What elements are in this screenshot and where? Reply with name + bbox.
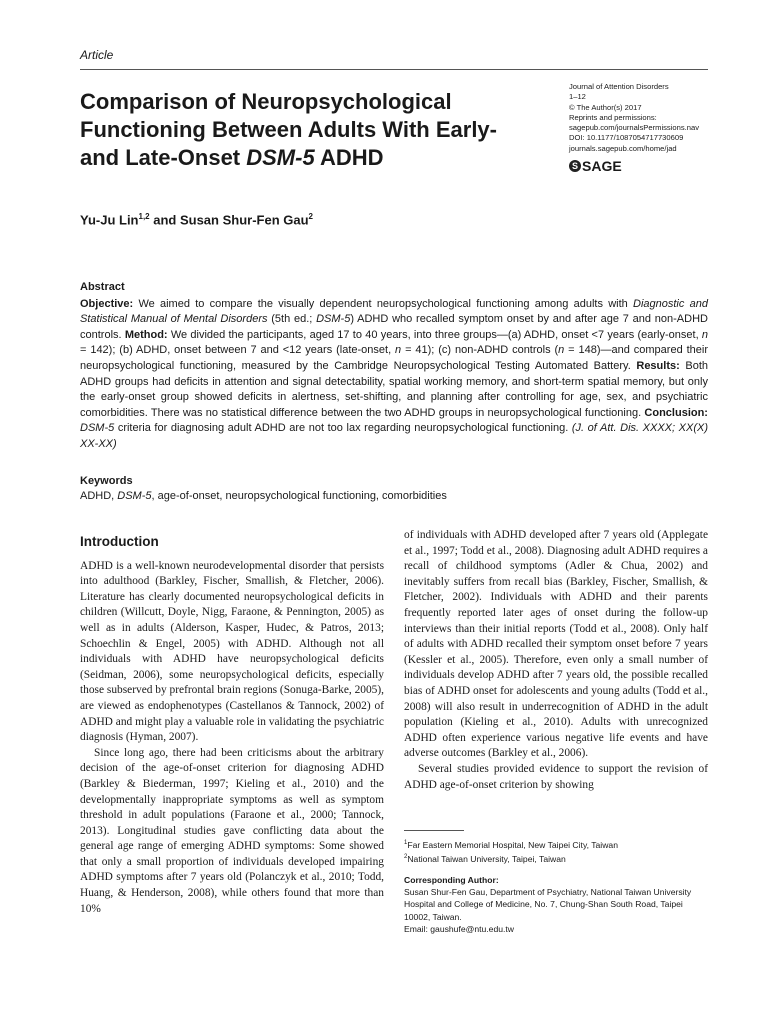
abstract-heading: Abstract: [80, 281, 125, 293]
author-name: Susan Shur-Fen Gau: [179, 212, 309, 228]
corresponding-author-heading: Corresponding Author:: [404, 874, 499, 885]
journal-doi[interactable]: DOI: 10.1177/1087054717730609: [569, 133, 684, 143]
journal-reprints: Reprints and permissions:: [569, 112, 657, 122]
journal-copyright: © The Author(s) 2017: [569, 102, 642, 112]
journal-permissions-link[interactable]: sagepub.com/journalsPermissions.nav: [569, 123, 700, 133]
article-type-label: Article: [80, 48, 114, 62]
author-list: Yu-Ju Lin$^{1,2}$ and Susan Shur-Fen Gau$^2$: [80, 212, 313, 228]
affiliation-1: $^1$Far Eastern Memorial Hospital, New Taipei City, Taiwan: [404, 839, 618, 850]
keywords-list: ADHD, DSM-5, age-of-onset, neuropsychological functioning, comorbidities: [80, 490, 447, 502]
sage-logo-icon: S: [569, 160, 581, 172]
body-paragraph: Since long ago, there had been criticisms about the arbitrary decision of the age-of-onset criterion for diagnosing ADHD (Barkley & Biederman, 1997; Kieling et al., 2010) and the developmentally inappropriate symptoms as well as symptom threshold in adult populations (Faraone et al., 2000; Tannock, 2013). Longitudinal studies gave conflicting data about the general age range of emerging ADHD symptoms: Some showed that only a small proportion of individuals developed impairing ADHD symptoms after 7 years old (Polanczyk et al., 2010; Todd, Huang, & Henderson, 2008), while others found that more than 10%: [80, 746, 384, 915]
affiliation-2: $^2$National Taiwan University, Taipei, Taiwan: [404, 854, 566, 865]
footnotes: [404, 837, 708, 936]
author-affiliation: 2: [308, 212, 313, 221]
journal-name: Journal of Attention Disorders: [569, 82, 669, 91]
keywords-heading: Keywords: [80, 475, 133, 487]
publisher-logo: [569, 158, 622, 174]
header-rule: [80, 69, 708, 70]
journal-info: [569, 82, 719, 154]
corresponding-author-address: Susan Shur-Fen Gau, Department of Psychiatry, National Taiwan University Hospital and College of Medicine, No. 7, Chung-Shan South Road, Taipei 10002, Taiwan.: [404, 886, 692, 922]
footnote-rule: [404, 830, 464, 831]
corresponding-author-email[interactable]: Email: gaushufe@ntu.edu.tw: [404, 924, 515, 935]
journal-home-link[interactable]: journals.sagepub.com/home/jad: [569, 143, 677, 153]
body-paragraph: ADHD is a well-known neurodevelopmental disorder that persists into adulthood (Barkley, Fischer, Smallish, & Fletcher, 2006). Literature has clearly documented neuropsychological deficits in children (Willcutt, Doyle, Nigg, Faraone, & Pennington, 2005) as well as in adults (Alderson, Kasper, Hudec, & Patros, 2013; Schoechlin & Engel, 2005) with ADHD. Although not all individuals with ADHD have neuropsychological deficits (Seidman, 2006), some neuropsychological deficits, especially those subserved by prefrontal brain regions (Sonuga-Barke, 2005), are viewed as endophenotypes (Castellanos & Tannock, 2002) of ADHD and might play a valuable role in validating the psychiatric diagnosis (Hyman, 2007).: [80, 559, 384, 744]
author-name: Yu-Ju Lin: [80, 212, 139, 228]
abstract-text: Objective: We aimed to compare the visually dependent neuropsychological functioning among adults with Diagnostic and Statistical Manual of Mental Disorders (5th ed.; DSM-5) ADHD who recalled symptom onset by and after age 7 and non-ADHD controls. Method: We divided the participants, aged 17 to 40 years, into three groups—(a) ADHD, onset <7 years (early-onset, n = 142); (b) ADHD, onset between 7 and <12 years (late-onset, n = 41); (c) non-ADHD controls (n = 148)—and compared their neuropsychological functioning, measured by the Cambridge Neuropsychological Testing Automated Battery. Results: Both ADHD groups had deficits in attention and signal detectability, spatial working memory, and short-term spatial memory, but only the early-onset group showed deficits in alertness, set-shifting, and planning after controlling for age, sex, and psychiatric comorbidities. There was no statistical difference between the two ADHD groups in neuropsychological functioning. Conclusion: DSM-5 criteria for diagnosing adult ADHD are not too lax regarding neuropsychological functioning. (J. of Att. Dis. XXXX; XX(X) XX-XX): [80, 297, 709, 450]
body-column-right: [404, 528, 708, 793]
body-paragraph: Several studies provided evidence to support the revision of ADHD age-of-onset criterion by showing: [404, 762, 708, 791]
paper-title: Comparison of Neuropsychological Functioning Between Adults With Early- and Late-Onset DSM-5 ADHD: [80, 89, 497, 170]
body-column-left: [80, 534, 384, 917]
body-paragraph: of individuals with ADHD developed after 7 years old (Applegate et al., 1997; Todd et al., 2008). Diagnosing adult ADHD requires a recall of childhood symptoms (Adler & Chua, 2002) and inevitably suffers from recall bias (Barkley, Fischer, Smallish, & Fletcher, 2002). Individuals with ADHD and their parents frequently reported later ages of onset during the follow-up interviews than their initial reports (Todd et al., 2008). Only half of adults with ADHD recalled their symptom onset before 7 years (Kessler et al., 2005). Therefore, even only a small number of individuals develop ADHD after 7 years old, the possible recalled bias of ADHD onset for adolescents and young adults (Todd et al., 2008) will also result in underrecognition of ADHD in the adult population (Kieling et al., 2010). Adults with unrecognized ADHD often experience various negative life events and have adverse outcomes (Barkley et al., 2006).: [404, 529, 708, 760]
abstract-section: [80, 280, 708, 453]
author-affiliation: 1,2: [138, 212, 150, 221]
publisher-name: SAGE: [582, 158, 622, 174]
journal-pages: 1–12: [569, 92, 586, 102]
keywords-section: [80, 474, 708, 504]
section-heading-introduction: Introduction: [80, 534, 159, 549]
